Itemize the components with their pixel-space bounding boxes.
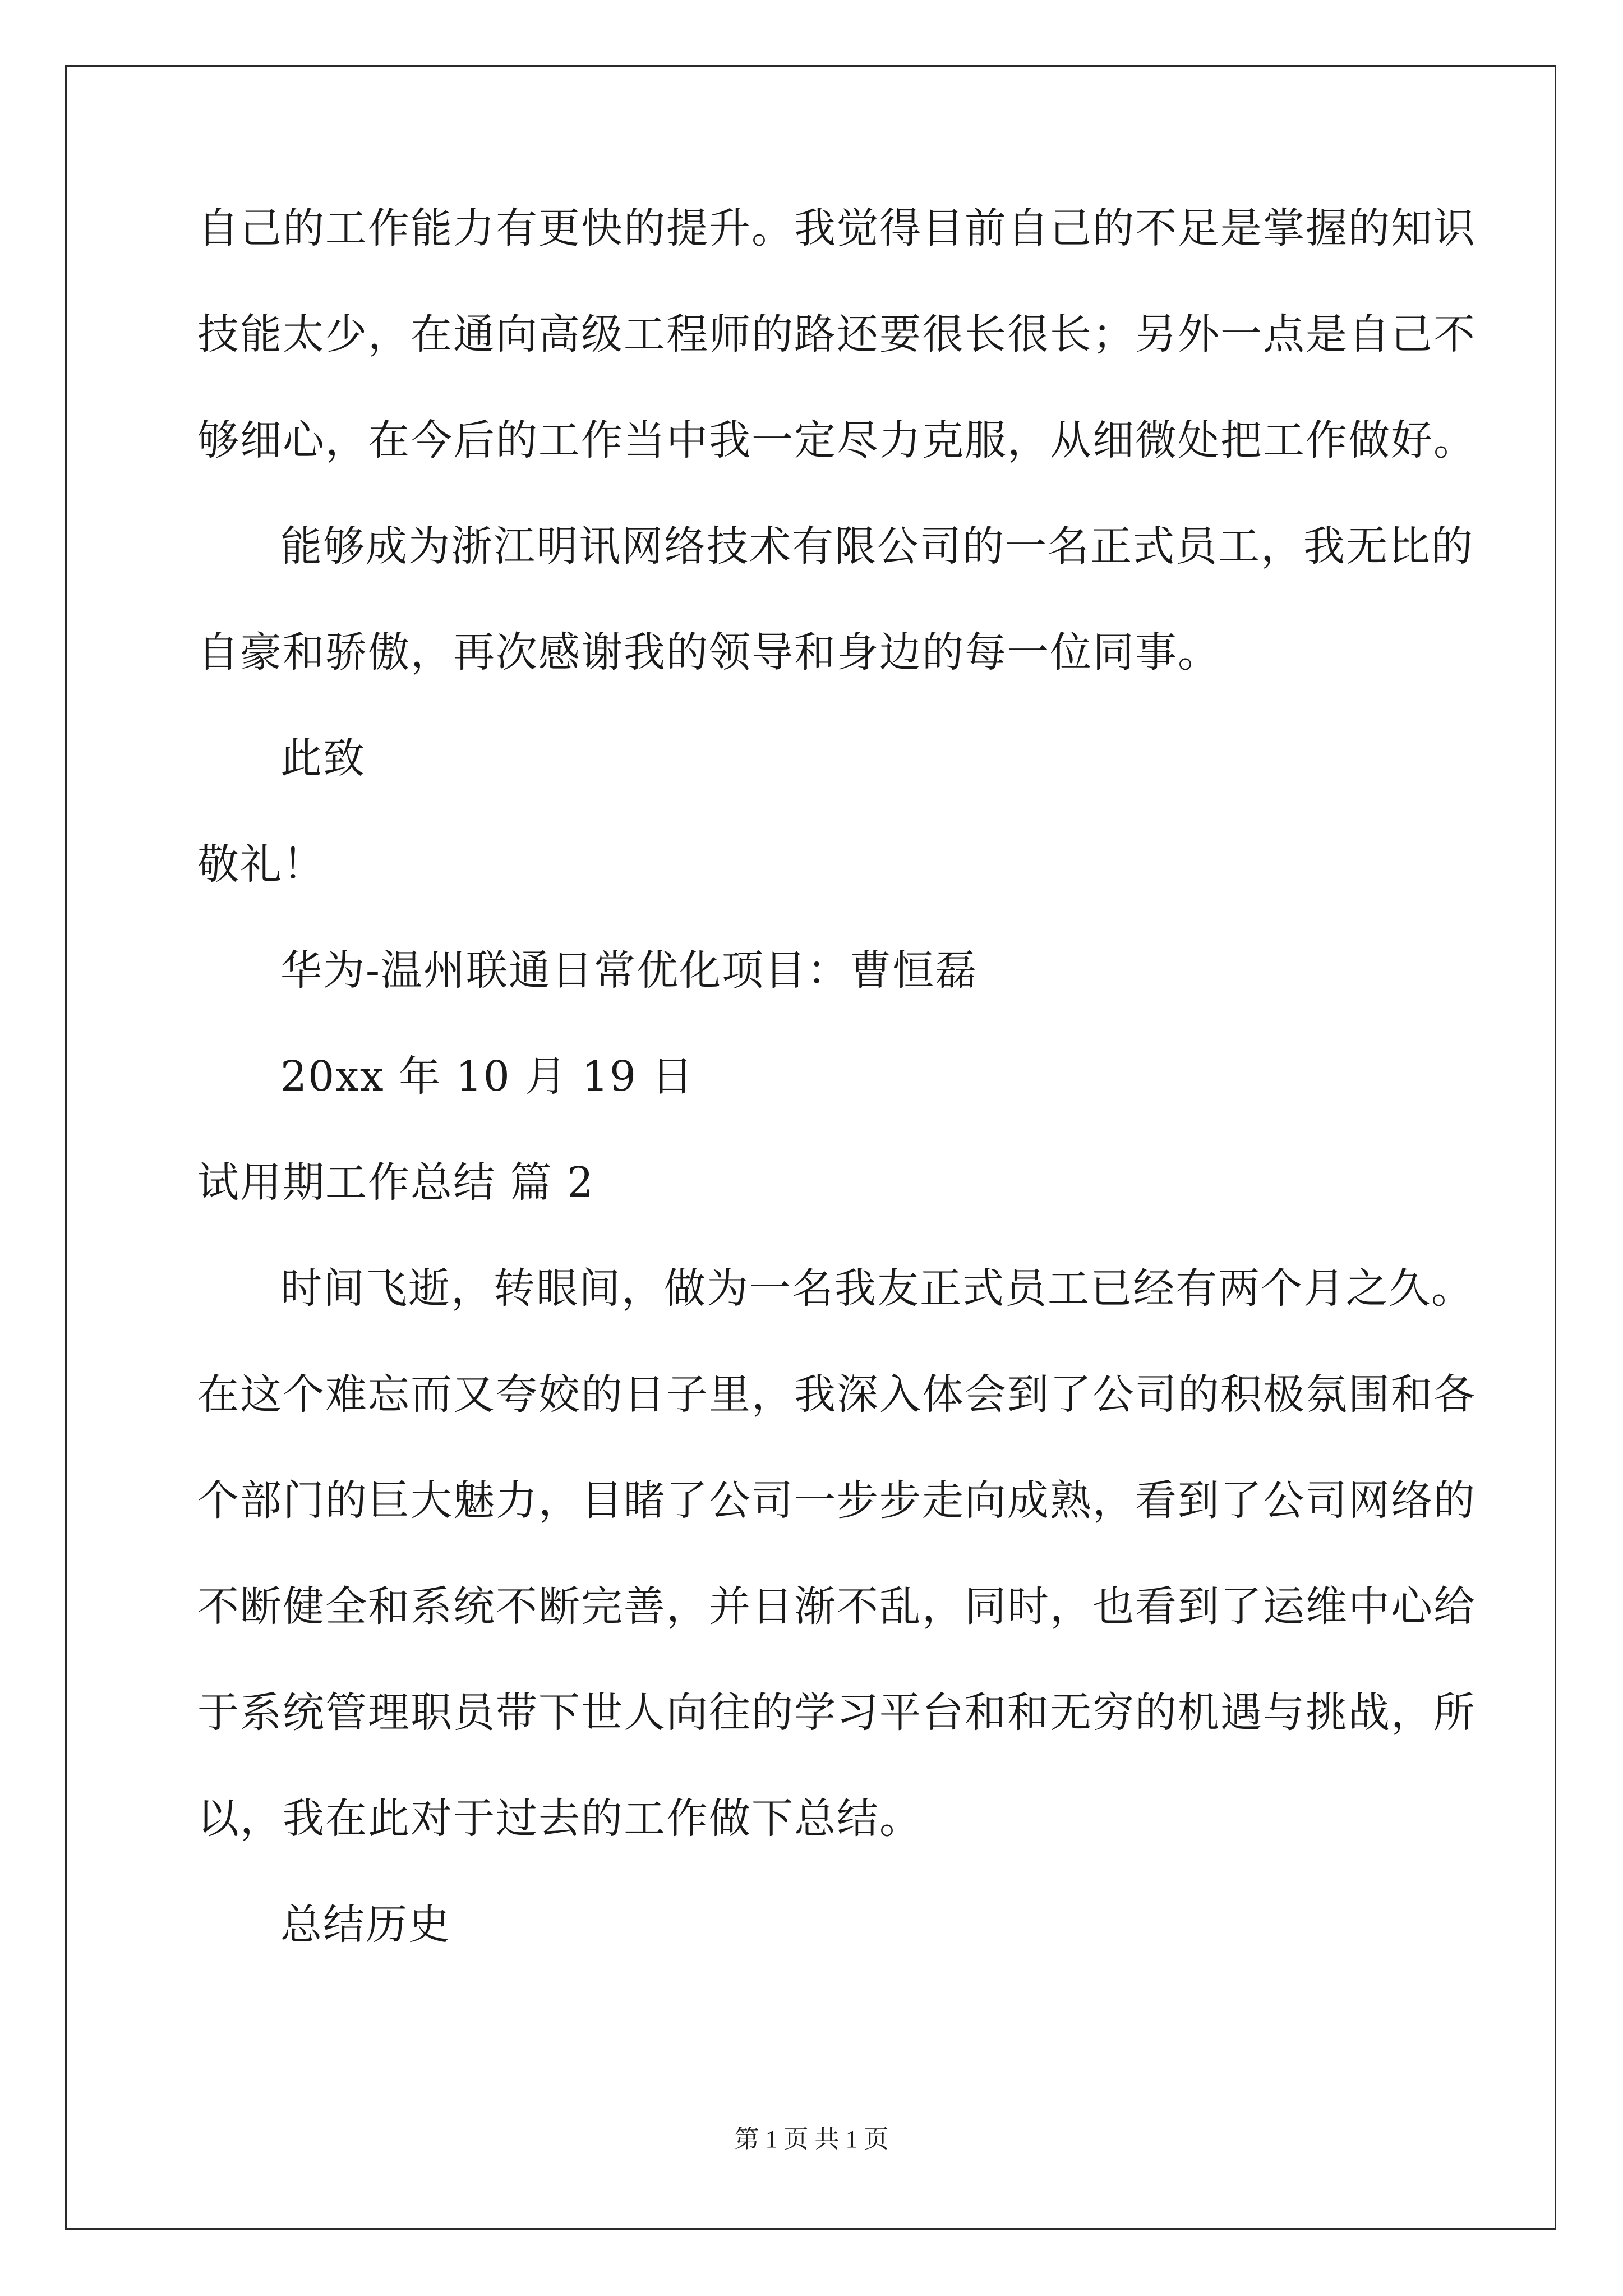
salutation-line: 此致 <box>280 734 366 783</box>
closing-line: 敬礼！ <box>197 840 325 889</box>
paragraph-line: 时间飞逝，转眼间，做为一名我友正式员工已经有两个月之久。 <box>280 1264 1474 1313</box>
page-number-footer: 第 1 页 共 1 页 <box>734 2125 889 2153</box>
paragraph-line: 不断健全和系统不断完善，并日渐不乱，同时，也看到了运维中心给 <box>197 1582 1476 1631</box>
section-heading: 试用期工作总结 篇 2 <box>197 1158 595 1207</box>
paragraph-line: 自豪和骄傲，再次感谢我的领导和身边的每一位同事。 <box>197 628 1220 677</box>
paragraph-line: 以，我在此对于过去的工作做下总结。 <box>197 1795 922 1843</box>
paragraph-line: 技能太少，在通向高级工程师的路还要很长很长；另外一点是自己不 <box>197 310 1476 358</box>
paragraph-line: 够细心，在今后的工作当中我一定尽力克服，从细微处把工作做好。 <box>197 416 1476 464</box>
date-line: 20xx 年 10 月 19 日 <box>280 1052 694 1101</box>
paragraph-line: 能够成为浙江明讯网络技术有限公司的一名正式员工，我无比的 <box>280 522 1474 570</box>
paragraph-line: 自己的工作能力有更快的提升。我觉得目前自己的不足是掌握的知识 <box>197 204 1476 252</box>
paragraph-line: 于系统管理职员带下世人向往的学习平台和和无穷的机遇与挑战，所 <box>197 1688 1476 1737</box>
paragraph-line: 个部门的巨大魅力，目睹了公司一步步走向成熟，看到了公司网络的 <box>197 1476 1476 1525</box>
signature-line: 华为-温州联通日常优化项目：曹恒磊 <box>280 946 978 995</box>
subheading-line: 总结历史 <box>280 1901 451 1949</box>
paragraph-line: 在这个难忘而又夸姣的日子里，我深入体会到了公司的积极氛围和各 <box>197 1370 1476 1419</box>
